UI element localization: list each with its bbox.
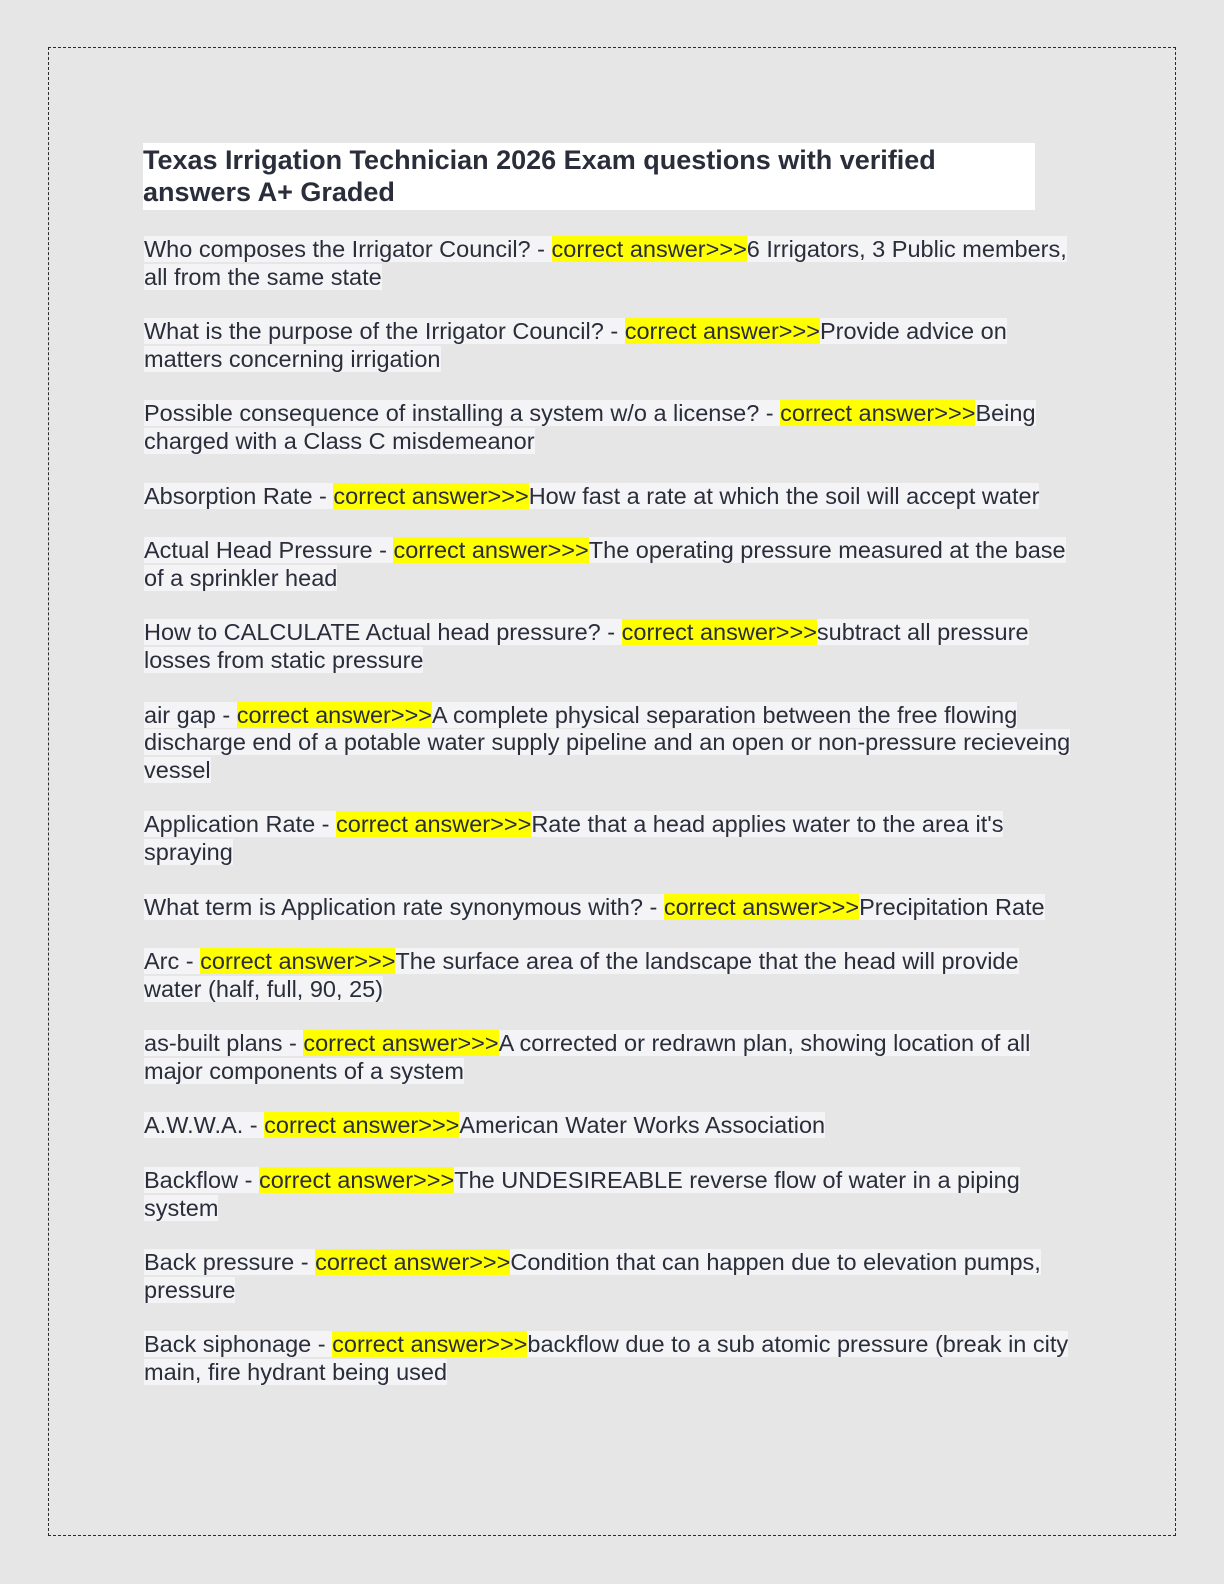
separator: - [372, 537, 394, 564]
separator: - [603, 318, 625, 345]
correct-answer-marker: correct answer>>> [780, 400, 976, 427]
answer-text: The surface area of the landscape that the head will provide water (half, full, 90, 25) [144, 948, 1019, 1002]
separator: - [530, 236, 552, 262]
answer-text: The UNDESIREABLE reverse flow of water in a piping system [144, 1167, 1020, 1221]
qa-line [144, 948, 1019, 1002]
qa-item-14 [144, 1249, 1079, 1304]
qa-item-15 [144, 1331, 1079, 1386]
question-text: What term is Application rate synonymous with? [144, 893, 643, 920]
separator: - [311, 1331, 333, 1358]
separator: - [600, 619, 622, 646]
correct-answer-marker: correct answer>>> [264, 1112, 460, 1139]
question-text: Application Rate [144, 811, 316, 838]
qa-item-4 [144, 483, 1079, 511]
correct-answer-marker: correct answer>>> [258, 1167, 455, 1194]
separator: - [238, 1167, 259, 1194]
qa-line [144, 1112, 825, 1138]
answer-text: The operating pressure measured at the base of a sprinkler head [144, 537, 1066, 591]
qa-item-8 [144, 811, 1079, 866]
question-text: Who composes the Irrigator Council? [144, 236, 531, 262]
qa-line [144, 318, 1007, 372]
separator: - [315, 811, 337, 838]
answer-text: A corrected or redrawn plan, showing location of all major components of a system [144, 1030, 1031, 1084]
qa-line [144, 483, 1039, 509]
answer-text: 6 Irrigators, 3 Public members, all from the same state [144, 236, 1067, 290]
question-text: What is the purpose of the Irrigator Council? [144, 318, 604, 345]
qa-item-2 [144, 318, 1079, 373]
answer-text: Precipitation Rate [859, 893, 1045, 920]
correct-answer-marker: correct answer>>> [551, 236, 747, 262]
separator: - [179, 948, 201, 975]
qa-item-12 [144, 1112, 1079, 1140]
question-text: air gap [144, 701, 216, 728]
qa-item-7 [144, 702, 1079, 785]
qa-line [144, 537, 1066, 591]
qa-line [144, 1167, 1020, 1221]
question-text: Back pressure [144, 1249, 295, 1276]
qa-line [144, 702, 1070, 783]
answer-text: American Water Works Association [459, 1112, 826, 1139]
correct-answer-marker: correct answer>>> [393, 537, 589, 564]
question-text: Possible consequence of installing a system w/o a license? [144, 400, 760, 427]
separator: - [642, 893, 664, 920]
separator: - [312, 482, 334, 509]
qa-line [144, 1030, 1030, 1084]
correct-answer-marker: correct answer>>> [333, 482, 529, 509]
question-text: Arc [144, 948, 180, 975]
correct-answer-marker: correct answer>>> [200, 948, 396, 975]
qa-list [144, 236, 1079, 1387]
answer-text: Provide advice on matters concerning irrigation [144, 318, 1007, 372]
qa-item-9 [144, 894, 1079, 922]
correct-answer-marker: correct answer>>> [624, 318, 820, 345]
answer-text: A complete physical separation between the free flowing discharge end of a potable water supply pipeline and an open or non-pressure recieveing vessel [144, 701, 1071, 783]
qa-item-5 [144, 537, 1079, 592]
question-text: Back siphonage [144, 1331, 312, 1358]
correct-answer-marker: correct answer>>> [336, 811, 532, 838]
qa-item-3 [144, 400, 1079, 455]
document-body [144, 143, 1079, 1414]
correct-answer-marker: correct answer>>> [663, 893, 860, 920]
qa-item-11 [144, 1030, 1079, 1085]
correct-answer-marker: correct answer>>> [303, 1030, 499, 1057]
qa-line [144, 619, 1029, 673]
qa-line [144, 894, 1045, 920]
qa-item-1 [144, 236, 1079, 291]
correct-answer-marker: correct answer>>> [315, 1249, 511, 1276]
question-text: A.W.W.A. [144, 1112, 244, 1139]
separator: - [215, 701, 237, 728]
correct-answer-marker: correct answer>>> [621, 619, 817, 646]
document-title: Texas Irrigation Technician 2026 Exam questions with verified answers A+ Graded [143, 143, 1035, 210]
question-text: Actual Head Pressure [144, 537, 373, 564]
qa-item-13 [144, 1167, 1079, 1222]
qa-line [144, 811, 1003, 865]
separator: - [294, 1249, 316, 1276]
separator: - [282, 1030, 304, 1057]
question-text: as-built plans [144, 1030, 283, 1057]
answer-text: backflow due to a sub atomic pressure (break in city main, fire hydrant being used [144, 1331, 1069, 1386]
qa-line [144, 400, 1036, 454]
correct-answer-marker: correct answer>>> [236, 701, 433, 728]
answer-text: How fast a rate at which the soil will accept water [528, 482, 1040, 509]
answer-text: Being charged with a Class C misdemeanor [144, 400, 1036, 454]
answer-text: Rate that a head applies water to the area it's spraying [144, 811, 1004, 865]
qa-item-6 [144, 619, 1079, 674]
question-text: Absorption Rate [144, 482, 313, 509]
separator: - [759, 400, 781, 427]
separator: - [243, 1112, 265, 1139]
qa-line [144, 1331, 1068, 1385]
correct-answer-marker: correct answer>>> [332, 1331, 528, 1358]
answer-text: Condition that can happen due to elevation pumps, pressure [144, 1249, 1041, 1303]
question-text: Backflow [144, 1167, 239, 1194]
question-text: How to CALCULATE Actual head pressure? [144, 619, 601, 646]
qa-line [144, 236, 1067, 290]
answer-text: subtract all pressure losses from static pressure [144, 619, 1029, 673]
qa-line [144, 1249, 1041, 1303]
qa-item-10 [144, 948, 1079, 1003]
